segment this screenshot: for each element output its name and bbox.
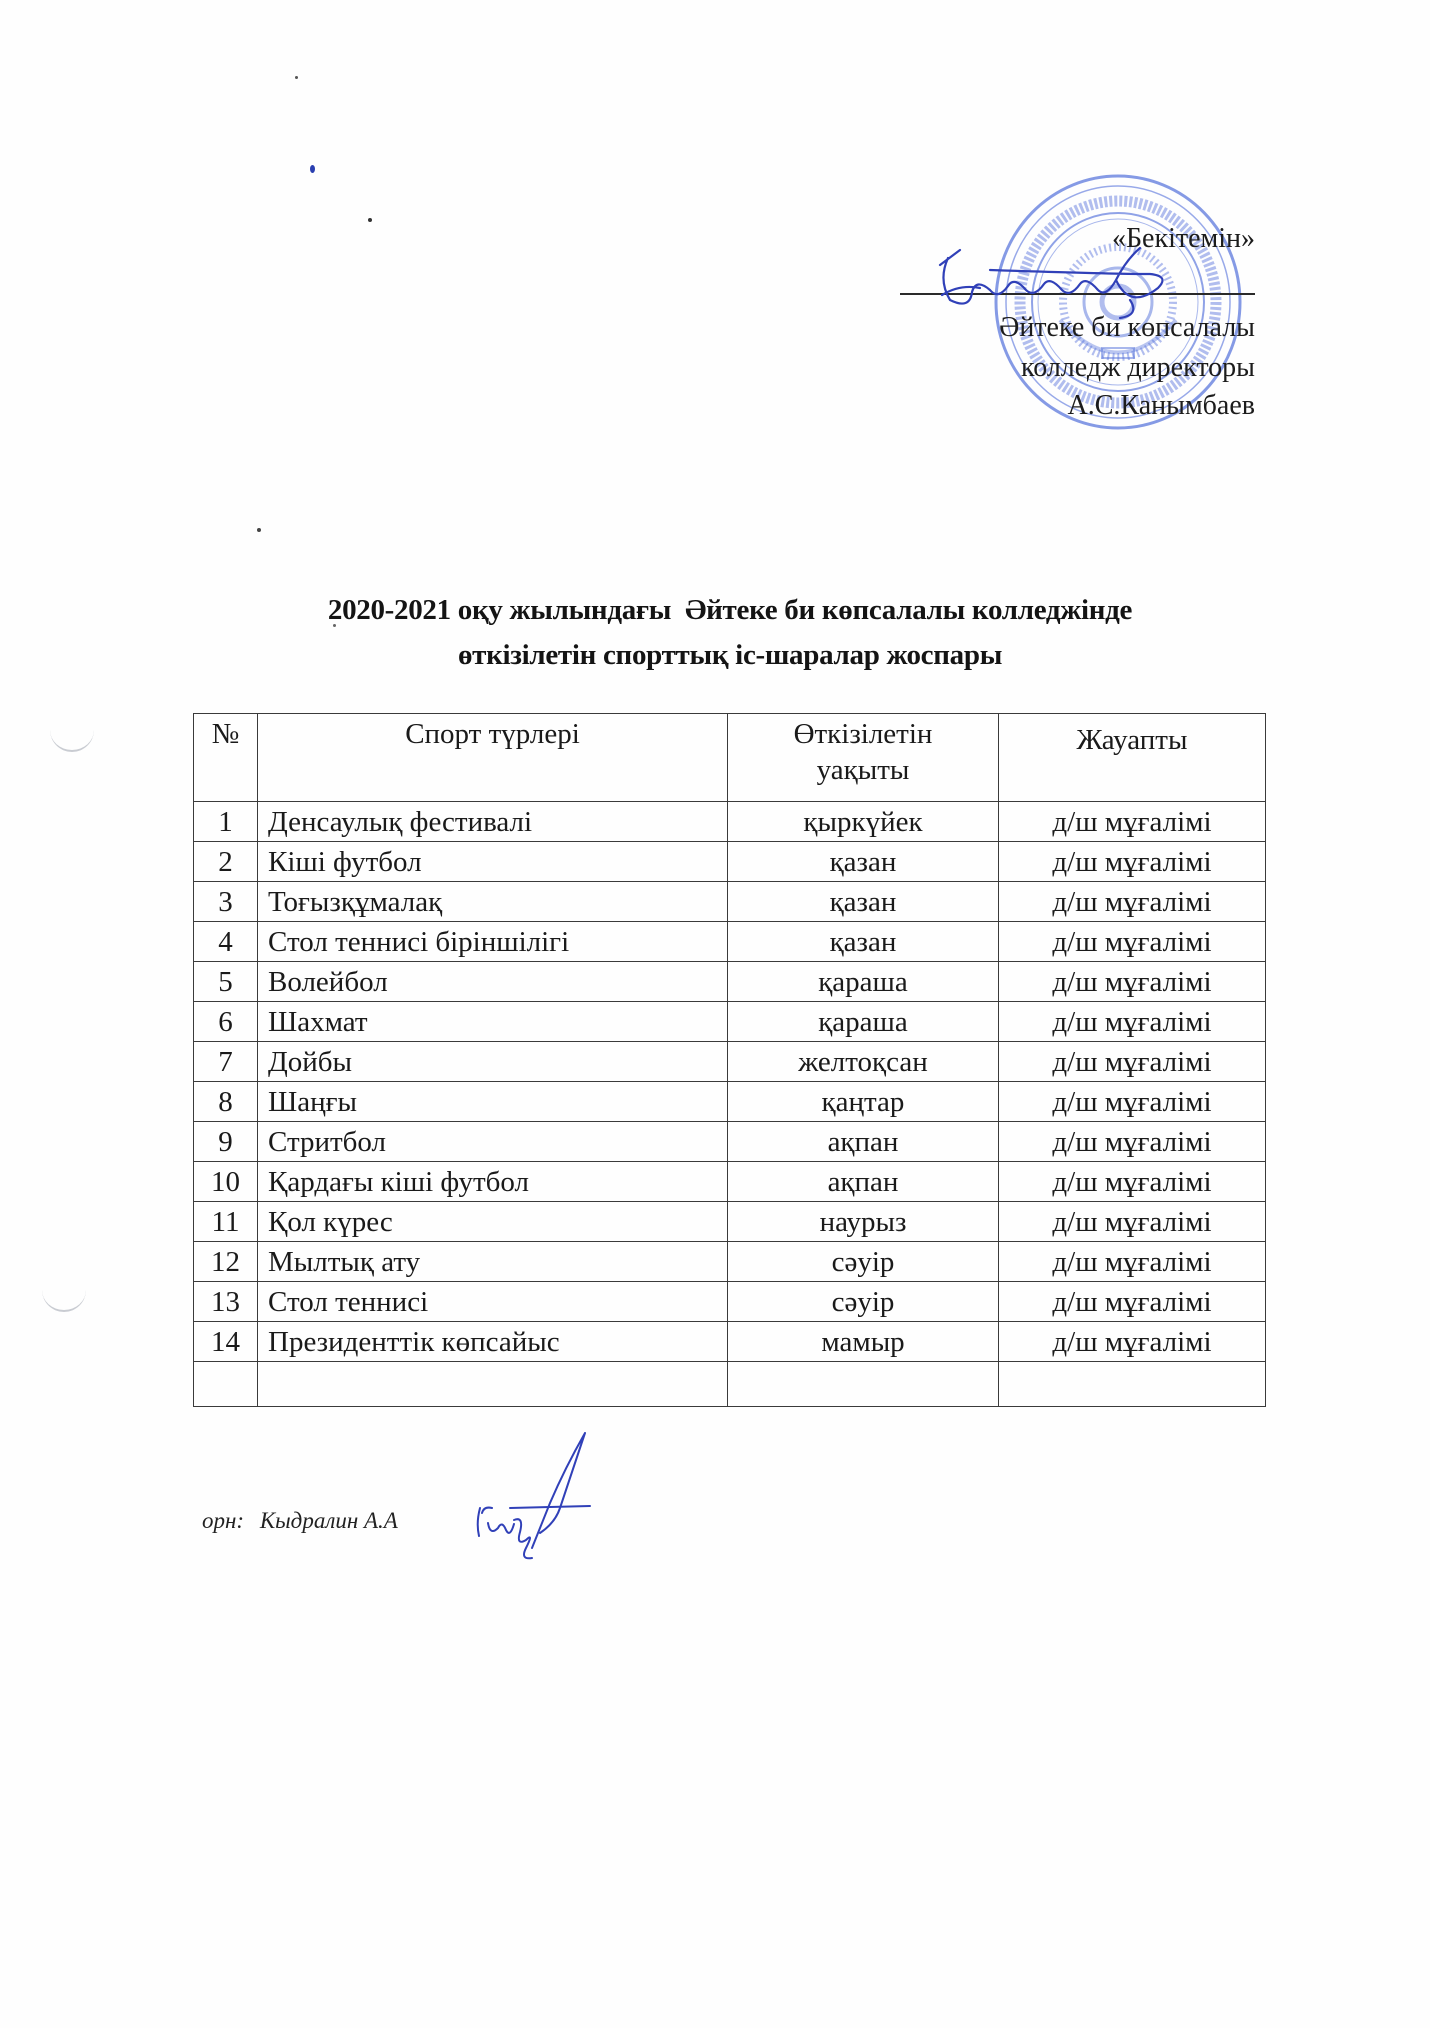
- table-row: [194, 1242, 1266, 1282]
- table-row: [194, 802, 1266, 842]
- row-number: 12: [194, 1242, 258, 1282]
- header-time-line-1: Өткізілетін: [793, 718, 933, 750]
- header-number: №: [194, 714, 258, 802]
- empty-cell: [258, 1362, 728, 1407]
- approval-heading: «Бекітемін»: [1111, 223, 1255, 254]
- row-number: 5: [194, 962, 258, 1002]
- empty-cell: [728, 1362, 999, 1407]
- row-responsible: д/ш мұғалімі: [999, 1082, 1266, 1122]
- author-signature: [470, 1428, 600, 1563]
- row-responsible: д/ш мұғалімі: [999, 1042, 1266, 1082]
- table-row: [194, 1162, 1266, 1202]
- row-sport: Шахмат: [258, 1002, 728, 1042]
- row-number: 6: [194, 1002, 258, 1042]
- row-sport: Шаңғы: [258, 1082, 728, 1122]
- row-number: 14: [194, 1322, 258, 1362]
- row-sport: Мылтық ату: [258, 1242, 728, 1282]
- table-row: [194, 1042, 1266, 1082]
- row-time: ақпан: [728, 1122, 999, 1162]
- row-time: наурыз: [728, 1202, 999, 1242]
- row-time: қаңтар: [728, 1082, 999, 1122]
- row-time: сәуір: [728, 1242, 999, 1282]
- row-time: қараша: [728, 962, 999, 1002]
- row-sport: Стритбол: [258, 1122, 728, 1162]
- title-line-2: өткізілетін спорттық іс-шаралар жоспары: [457, 639, 1003, 671]
- row-responsible: д/ш мұғалімі: [999, 962, 1266, 1002]
- table-row: [194, 1082, 1266, 1122]
- row-time: қараша: [728, 1002, 999, 1042]
- approval-name: А.С.Канымбаев: [1067, 390, 1255, 421]
- empty-cell: [194, 1362, 258, 1407]
- row-responsible: д/ш мұғалімі: [999, 1322, 1266, 1362]
- row-number: 4: [194, 922, 258, 962]
- row-responsible: д/ш мұғалімі: [999, 802, 1266, 842]
- row-responsible: д/ш мұғалімі: [999, 922, 1266, 962]
- row-responsible: д/ш мұғалімі: [999, 1242, 1266, 1282]
- row-sport: Стол теннисі біріншілігі: [258, 922, 728, 962]
- row-responsible: д/ш мұғалімі: [999, 842, 1266, 882]
- punch-hole-mark: [50, 728, 94, 752]
- compiled-by-label: орн:: [202, 1508, 245, 1533]
- row-sport: Волейбол: [258, 962, 728, 1002]
- document-title: [180, 588, 1280, 678]
- compiled-by-name: Кыдралин А.А: [259, 1508, 398, 1533]
- table-row: [194, 1122, 1266, 1162]
- row-number: 9: [194, 1122, 258, 1162]
- row-number: 8: [194, 1082, 258, 1122]
- row-responsible: д/ш мұғалімі: [999, 1122, 1266, 1162]
- header-time-line-2: уақыты: [816, 754, 910, 786]
- scan-speck: [295, 76, 298, 79]
- table-header-row: [194, 714, 1266, 802]
- table-row: [194, 882, 1266, 922]
- row-responsible: д/ш мұғалімі: [999, 882, 1266, 922]
- row-time: қазан: [728, 882, 999, 922]
- row-time: қазан: [728, 922, 999, 962]
- row-number: 10: [194, 1162, 258, 1202]
- table-row-empty: [194, 1362, 1266, 1407]
- row-sport: Дойбы: [258, 1042, 728, 1082]
- header-responsible: Жауапты: [999, 714, 1266, 802]
- row-responsible: д/ш мұғалімі: [999, 1002, 1266, 1042]
- approval-position: колледж директоры: [1021, 352, 1255, 383]
- approval-org: Әйтеке би көпсалалы: [999, 312, 1255, 343]
- row-sport: Президенттік көпсайыс: [258, 1322, 728, 1362]
- row-number: 11: [194, 1202, 258, 1242]
- sports-events-table: [193, 713, 1266, 1407]
- empty-cell: [999, 1362, 1266, 1407]
- row-time: ақпан: [728, 1162, 999, 1202]
- row-time: қыркүйек: [728, 802, 999, 842]
- row-number: 2: [194, 842, 258, 882]
- row-number: 1: [194, 802, 258, 842]
- row-responsible: д/ш мұғалімі: [999, 1162, 1266, 1202]
- compiled-by: [202, 1508, 398, 1534]
- row-sport: Қардағы кіші футбол: [258, 1162, 728, 1202]
- row-number: 13: [194, 1282, 258, 1322]
- table-row: [194, 842, 1266, 882]
- table-row: [194, 1282, 1266, 1322]
- header-time: [728, 714, 999, 802]
- table-row: [194, 1202, 1266, 1242]
- row-time: қазан: [728, 842, 999, 882]
- row-responsible: д/ш мұғалімі: [999, 1202, 1266, 1242]
- row-number: 7: [194, 1042, 258, 1082]
- table-row: [194, 922, 1266, 962]
- header-sport-types: Спорт түрлері: [258, 714, 728, 802]
- table-row: [194, 962, 1266, 1002]
- row-sport: Қол күрес: [258, 1202, 728, 1242]
- title-line-1: 2020-2021 оқу жылындағы Әйтеке би көпсалалы колледжінде: [327, 594, 1133, 626]
- table-row: [194, 1002, 1266, 1042]
- row-time: мамыр: [728, 1322, 999, 1362]
- punch-hole-mark: [42, 1288, 86, 1312]
- scan-speck: [310, 165, 315, 173]
- row-sport: Тоғызқұмалақ: [258, 882, 728, 922]
- row-number: 3: [194, 882, 258, 922]
- scan-speck: [257, 528, 261, 532]
- table-row: [194, 1322, 1266, 1362]
- row-sport: Денсаулық фестивалі: [258, 802, 728, 842]
- row-responsible: д/ш мұғалімі: [999, 1282, 1266, 1322]
- row-time: желтоқсан: [728, 1042, 999, 1082]
- row-sport: Кіші футбол: [258, 842, 728, 882]
- director-signature: [930, 240, 1180, 320]
- scan-speck: [368, 218, 372, 222]
- row-sport: Стол теннисі: [258, 1282, 728, 1322]
- row-time: сәуір: [728, 1282, 999, 1322]
